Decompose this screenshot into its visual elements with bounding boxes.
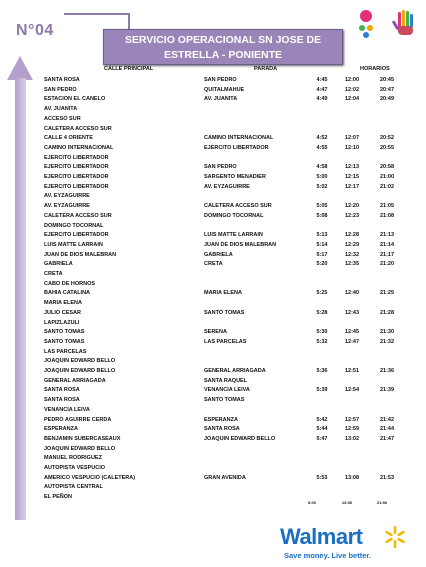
time-cell-3: 21:25 [379, 290, 395, 297]
time-cell-2: 12:04 [344, 96, 360, 103]
street-cell: LAPIZLAZULI [44, 319, 80, 326]
table-row [44, 415, 424, 425]
stop-cell: SAN PEDRO [204, 77, 237, 83]
time-cell-1: 5:32 [316, 338, 328, 345]
street-cell: CRETA [44, 271, 63, 277]
stop-cell: EJERCITO LIBERTADOR [204, 144, 269, 151]
time-cell-1: 5:02 [316, 183, 328, 190]
time-cell-1: 5:30 [316, 329, 328, 336]
table-row [44, 279, 424, 289]
street-cell: ESTACION EL CANELO [44, 96, 106, 103]
time-cell-3: 21:14 [379, 241, 395, 248]
stop-cell: GENERAL ARRIAGADA [204, 368, 266, 374]
time-cell-3: 21:30 [379, 329, 395, 336]
time-cell-2: 12:13 [344, 164, 360, 171]
stop-cell: SERENA [204, 329, 227, 336]
time-cell-3: 21:13 [379, 232, 395, 239]
time-cell-2: 13:08 [344, 474, 360, 481]
table-row [44, 172, 424, 182]
table-row [44, 143, 424, 153]
street-cell: SANTA ROSA [44, 77, 80, 83]
street-cell: MANUEL RODRIGUEZ [44, 455, 102, 462]
decorative-line [64, 13, 130, 15]
street-cell: AMERICO VESPUCIO (CALETERA) [44, 474, 136, 481]
time-cell-3: 21:20 [379, 261, 395, 268]
time-cell-2: 12:00 [344, 77, 360, 83]
table-row [44, 308, 424, 318]
table-row [44, 124, 424, 134]
title-line-2: ESTRELLA - PONIENTE [163, 49, 283, 61]
time-cell-3: 20:55 [379, 144, 395, 151]
footer-times [44, 500, 424, 510]
time-cell-2: 12:17 [344, 183, 360, 190]
time-cell-3: 21:47 [379, 435, 395, 442]
table-row [44, 230, 424, 240]
stop-cell: SAN PEDRO [204, 164, 237, 171]
street-cell: MARIA ELENA [44, 300, 82, 307]
stop-cell: SANTO TOMAS [204, 397, 245, 404]
time-cell-2: 12:28 [344, 232, 360, 239]
street-cell: AV. EYZAGUIRRE [44, 203, 90, 210]
table-row [44, 337, 424, 347]
time-cell-3: 20:47 [379, 86, 395, 93]
street-cell: CALLE 4 ORIENTE [44, 135, 93, 142]
time-cell-2: 12:59 [344, 426, 360, 433]
time-cell-2: 12:45 [344, 329, 360, 336]
stop-cell: VENANCIA LEIVA [204, 387, 250, 394]
partner-logos [356, 8, 420, 40]
street-cell: AV. JUANITA [44, 106, 78, 113]
street-cell: SANTA ROSA [44, 387, 80, 394]
street-cell: JULIO CESAR [44, 309, 81, 316]
stop-cell: CALETERA ACCESO SUR [204, 203, 272, 210]
street-cell: DOMINGO TOCORNAL [44, 222, 104, 229]
table-row [44, 133, 424, 143]
time-cell-3: 21:02 [379, 183, 395, 190]
street-cell: EJERCITO LIBERTADOR [44, 232, 109, 239]
table-row [44, 221, 424, 231]
street-cell: ACCESO SUR [44, 115, 81, 122]
street-cell: AUTOPISTA CENTRAL [44, 484, 103, 491]
street-cell: CABO DE HORNOS [44, 280, 96, 287]
walmart-logo [280, 524, 420, 564]
table-row [44, 366, 424, 376]
table-row [44, 153, 424, 163]
time-cell-1: 5:17 [316, 251, 328, 258]
table-row [44, 453, 424, 463]
stop-cell: CAMINO INTERNACIONAL [204, 135, 274, 142]
table-row [44, 182, 424, 192]
up-arrow-icon [7, 56, 33, 80]
time-cell-2: 12:20 [344, 203, 360, 210]
street-cell: JOAQUIN EDWARD BELLO [44, 358, 116, 365]
title-line-1: SERVICIO OPERACIONAL SN JOSE DE [124, 34, 322, 46]
stop-cell: GABRIELA [204, 251, 233, 258]
time-cell-2: 12:47 [344, 338, 360, 345]
stop-cell: SARGENTO MENADIER [204, 174, 266, 180]
table-row [44, 240, 424, 250]
time-cell-1: 4:52 [316, 135, 328, 142]
stop-cell: JOAQUIN EDWARD BELLO [204, 435, 276, 442]
street-cell: CAMINO INTERNACIONAL [44, 144, 114, 151]
time-cell-1: 4:49 [316, 96, 328, 103]
table-row [44, 85, 424, 95]
street-cell: GENERAL ARRIAGADA [44, 377, 106, 384]
street-cell: AV. EYZAGUIRRE [44, 193, 90, 200]
time-cell-1: 5:47 [316, 435, 328, 442]
time-cell-1: 5:53 [316, 474, 328, 481]
santiago-logo-icon [359, 10, 373, 38]
table-row [44, 385, 424, 395]
time-cell-2: 12:29 [344, 241, 360, 248]
street-cell: SANTA ROSA [44, 397, 80, 404]
stop-cell: LAS PARCELAS [204, 338, 247, 345]
street-cell: EL PEÑON [44, 494, 73, 501]
time-cell-3: 20:45 [379, 77, 395, 83]
street-cell: JOAQUIN EDWARD BELLO [44, 368, 116, 374]
time-cell-3: 21:17 [379, 251, 395, 258]
street-cell: LUIS MATTE LARRAIN [44, 241, 103, 248]
street-cell: PEDRO AGUIRRE CERDA [44, 416, 112, 423]
time-cell-3: 21:53 [379, 474, 395, 481]
time-cell-2: 12:15 [344, 174, 360, 180]
stop-cell: CRETA [204, 261, 223, 268]
table-row [44, 463, 424, 473]
time-cell-2: 12:40 [344, 290, 360, 297]
time-cell-2: 12:10 [344, 144, 360, 151]
stop-cell: AV. JUANITA [204, 96, 238, 103]
route-direction-arrow [15, 78, 26, 520]
footer-time-3: 21:50 [376, 500, 388, 505]
time-cell-3: 21:39 [379, 387, 395, 394]
time-cell-1: 5:25 [316, 290, 328, 297]
time-cell-1: 5:42 [316, 416, 328, 423]
time-cell-1: 5:44 [316, 426, 328, 433]
footer-time-1: 6:00 [307, 500, 316, 505]
table-row [44, 162, 424, 172]
street-cell: SAN PEDRO [44, 86, 77, 93]
table-row [44, 424, 424, 434]
street-cell: EJERCITO LIBERTADOR [44, 154, 109, 161]
time-cell-2: 12:07 [344, 135, 360, 142]
decorative-line-stem [128, 13, 130, 29]
table-row [44, 444, 424, 454]
time-cell-1: 5:14 [316, 241, 328, 248]
stop-cell: JUAN DE DIOS MALEBRAN [204, 241, 277, 248]
time-cell-3: 21:44 [379, 426, 395, 433]
route-number: N°04 [16, 22, 54, 39]
time-cell-2: 12:43 [344, 309, 360, 316]
header-stop: PARADA [254, 66, 278, 72]
table-row [44, 434, 424, 444]
table-row [44, 75, 424, 85]
time-cell-3: 20:58 [379, 164, 395, 171]
time-cell-2: 13:02 [344, 435, 360, 442]
table-row [44, 211, 424, 221]
stop-cell: LUIS MATTE LARRAIN [204, 232, 263, 239]
street-cell: EJERCITO LIBERTADOR [44, 164, 109, 171]
time-cell-3: 20:49 [379, 96, 395, 103]
brand-tagline: Save money. Live better. [284, 551, 371, 560]
time-cell-3: 21:32 [379, 338, 395, 345]
time-cell-1: 5:13 [316, 232, 328, 239]
street-cell: JOAQUIN EDWARD BELLO [44, 445, 116, 452]
table-row [44, 347, 424, 357]
street-cell: CALETERA ACCESO SUR [44, 125, 112, 132]
stop-cell: SANTA ROSA [204, 426, 240, 433]
table-row [44, 356, 424, 366]
table-row [44, 318, 424, 328]
stop-cell: SANTO TOMAS [204, 309, 245, 316]
time-cell-1: 4:55 [316, 144, 328, 151]
table-row [44, 405, 424, 415]
street-cell: SANTO TOMAS [44, 329, 85, 336]
time-cell-3: 21:42 [379, 416, 395, 423]
table-row [44, 288, 424, 298]
time-cell-3: 21:00 [379, 174, 395, 180]
table-row [44, 191, 424, 201]
time-cell-2: 12:51 [344, 368, 360, 374]
time-cell-1: 5:36 [316, 368, 328, 374]
stop-cell: GRAN AVENIDA [204, 474, 246, 481]
brand-name: Walmart [280, 524, 363, 549]
table-row [44, 482, 424, 492]
time-cell-2: 12:57 [344, 416, 360, 423]
table-row [44, 259, 424, 269]
header-street: CALLE PRINCIPAL [104, 66, 154, 72]
table-row [44, 104, 424, 114]
street-cell: BAHIA CATALINA [44, 290, 91, 297]
street-cell: SANTO TOMAS [44, 338, 85, 345]
time-cell-1: 5:00 [316, 174, 328, 180]
hand-logo-icon [392, 10, 413, 35]
time-cell-2: 12:23 [344, 212, 360, 219]
table-row [44, 327, 424, 337]
time-cell-1: 4:47 [316, 86, 328, 93]
street-cell: CALETERA ACCESO SUR [44, 212, 112, 219]
street-cell: ESPERANZA [44, 426, 78, 433]
time-cell-1: 5:05 [316, 203, 328, 210]
stop-cell: ESPERANZA [204, 416, 238, 423]
time-cell-1: 4:45 [316, 77, 328, 83]
street-cell: JUAN DE DIOS MALEBRAN [44, 251, 117, 258]
time-cell-1: 4:58 [316, 164, 328, 171]
page-title [103, 29, 343, 65]
table-row [44, 94, 424, 104]
street-cell: EJERCITO LIBERTADOR [44, 183, 109, 190]
street-cell: LAS PARCELAS [44, 348, 87, 355]
header-times: HORARIOS [360, 66, 390, 72]
stop-cell: MARIA ELENA [204, 290, 242, 297]
stop-cell: AV. EYZAGUIRRE [204, 183, 250, 190]
time-cell-3: 21:28 [379, 309, 395, 316]
street-cell: EJERCITO LIBERTADOR [44, 174, 109, 180]
table-row [44, 376, 424, 386]
footer-time-2: 13:30 [341, 500, 353, 505]
time-cell-1: 5:28 [316, 309, 328, 316]
time-cell-3: 20:52 [379, 135, 395, 142]
street-cell: VENANCIA LEIVA [44, 406, 90, 413]
table-row [44, 473, 424, 483]
street-cell: AUTOPISTA VESPUCIO [44, 465, 106, 471]
table-row [44, 395, 424, 405]
time-cell-1: 5:39 [316, 387, 328, 394]
street-cell: BENJAMIN SUBERCASEAUX [44, 435, 121, 442]
table-row [44, 250, 424, 260]
time-cell-1: 5:08 [316, 212, 328, 219]
time-cell-3: 21:05 [379, 203, 395, 210]
time-cell-1: 5:20 [316, 261, 328, 268]
time-cell-2: 12:32 [344, 251, 360, 258]
stop-cell: SANTA RAQUEL [204, 377, 248, 384]
time-cell-2: 12:02 [344, 86, 360, 93]
table-row [44, 298, 424, 308]
time-cell-2: 12:54 [344, 387, 360, 394]
table-row [44, 114, 424, 124]
time-cell-3: 21:36 [379, 368, 395, 374]
stop-cell: QUITALMAHUE [204, 86, 245, 93]
table-row [44, 269, 424, 279]
stop-cell: DOMINGO TOCORNAL [204, 212, 264, 219]
time-cell-2: 12:35 [344, 261, 360, 268]
table-row [44, 201, 424, 211]
street-cell: GABRIELA [44, 261, 73, 268]
walmart-spark-icon [384, 526, 406, 548]
time-cell-3: 21:08 [379, 212, 395, 219]
